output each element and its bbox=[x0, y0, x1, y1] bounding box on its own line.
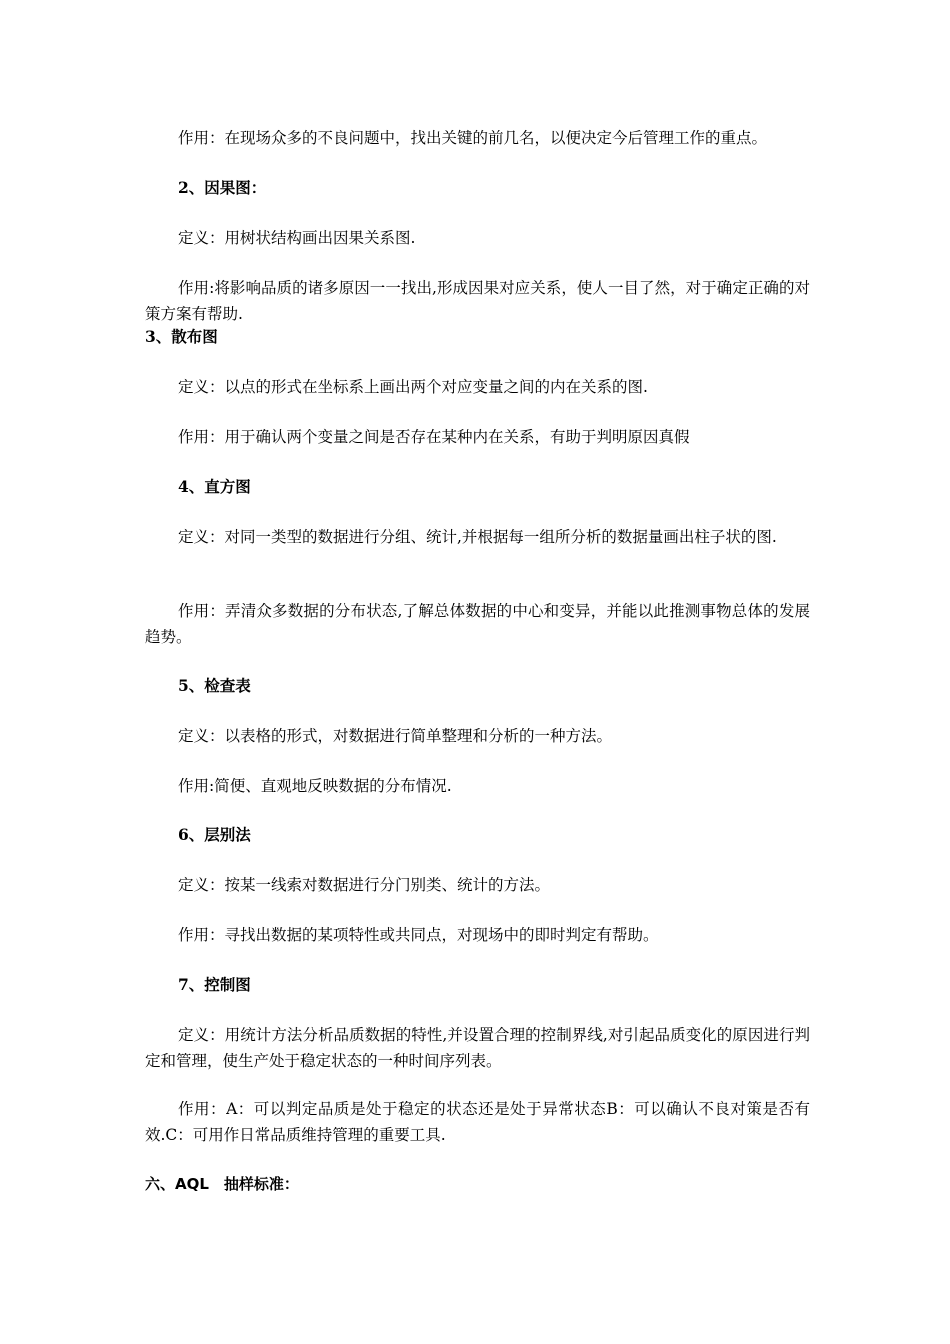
stratification-usage: 作用：寻找出数据的某项特性或共同点，对现场中的即时判定有帮助。 bbox=[178, 926, 659, 944]
cause-effect-usage: 作用:将影响品质的诸多原因一一找出,形成因果对应关系，使人一目了然，对于确定正确的对策方案有帮助. bbox=[145, 279, 810, 323]
stratification-definition: 定义：按某一线索对数据进行分门别类、统计的方法。 bbox=[178, 876, 551, 894]
heading-check-sheet: 5、检查表 bbox=[178, 676, 251, 695]
heading-control-chart: 7、控制图 bbox=[178, 975, 251, 994]
heading-cause-effect: 2、因果图： bbox=[178, 178, 267, 197]
scatter-definition: 定义：以点的形式在坐标系上画出两个对应变量之间的内在关系的图. bbox=[178, 378, 648, 396]
check-sheet-usage: 作用:简便、直观地反映数据的分布情况. bbox=[178, 777, 452, 795]
control-chart-definition: 定义：用统计方法分析品质数据的特性,并设置合理的控制界线,对引起品质变化的原因进行判定和管理，使生产处于稳定状态的一种时间序列表。 bbox=[145, 1026, 810, 1070]
cause-effect-definition: 定义：用树状结构画出因果关系图. bbox=[178, 229, 416, 247]
heading-histogram: 4、直方图 bbox=[178, 477, 251, 496]
histogram-definition: 定义：对同一类型的数据进行分组、统计,并根据每一组所分析的数据量画出柱子状的图. bbox=[178, 528, 777, 546]
heading-stratification: 6、层别法 bbox=[178, 825, 251, 844]
pareto-usage: 作用：在现场众多的不良问题中，找出关键的前几名，以便决定今后管理工作的重点。 bbox=[178, 129, 768, 147]
control-chart-usage: 作用：A：可以判定品质是处于稳定的状态还是处于异常状态B：可以确认不良对策是否有效.C：可用作日常品质维持管理的重要工具. bbox=[145, 1100, 810, 1144]
check-sheet-definition: 定义：以表格的形式，对数据进行简单整理和分析的一种方法。 bbox=[178, 727, 613, 745]
scatter-usage: 作用：用于确认两个变量之间是否存在某种内在关系，有助于判明原因真假 bbox=[178, 428, 690, 446]
section-aql-heading: 六、AQL 抽样标准： bbox=[145, 1175, 299, 1193]
histogram-usage: 作用：弄清众多数据的分布状态,了解总体数据的中心和变异，并能以此推测事物总体的发展趋势。 bbox=[145, 602, 810, 646]
heading-scatter: 3、散布图 bbox=[145, 327, 218, 346]
